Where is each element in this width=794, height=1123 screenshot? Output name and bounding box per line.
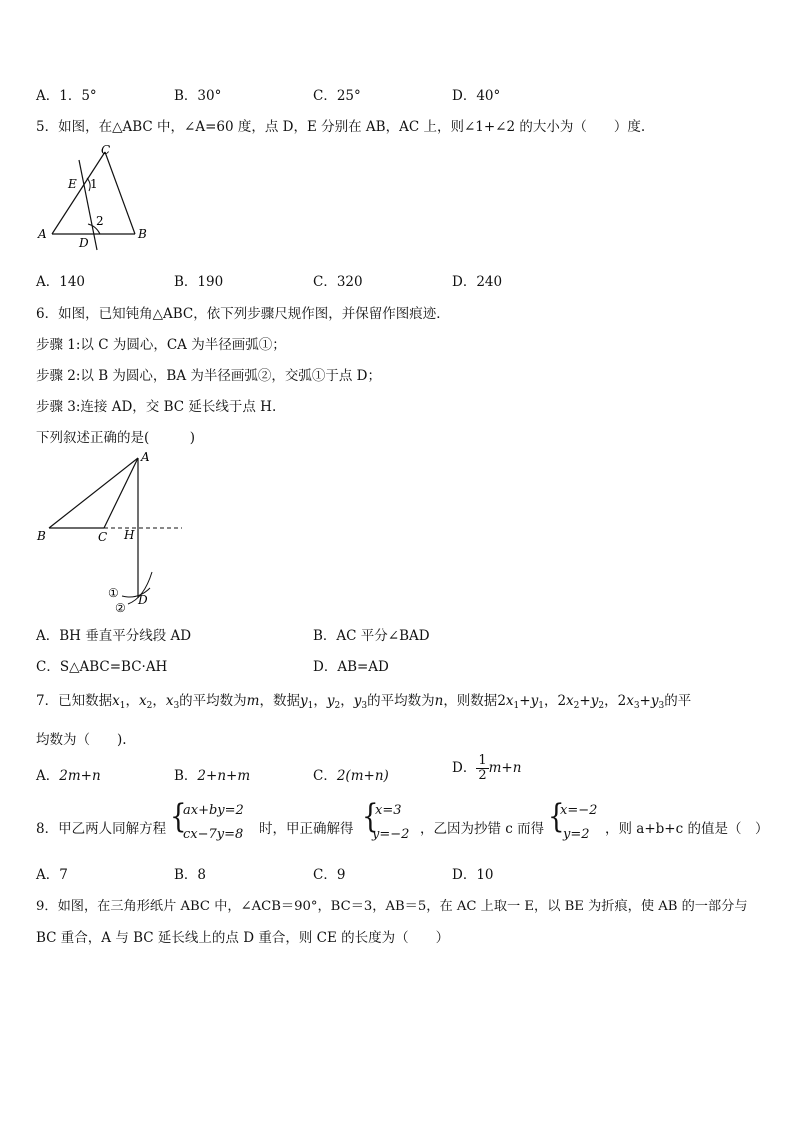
q4-option-b: B．30° xyxy=(174,88,222,104)
q6-option-a: A．BH 垂直平分线段 AD xyxy=(36,628,192,644)
q6-label-arc1: ① xyxy=(108,586,119,600)
q6-step-1: 步骤 1:以 C 为圆心，CA 为半径画弧①； xyxy=(36,337,286,353)
q6-step-2: 步骤 2:以 B 为圆心，BA 为半径画弧②，交弧①于点 D； xyxy=(36,368,382,384)
q5-option-c: C．320 xyxy=(313,274,363,290)
q8-brace-2: { xyxy=(362,798,379,836)
q6-option-c: C．S△ABC=BC·AH xyxy=(36,659,168,675)
q5-option-d: D．240 xyxy=(452,274,503,290)
q8-sol1-x: x=3 xyxy=(375,803,402,818)
q7-line-2: 均数为（ ). xyxy=(36,732,127,748)
q7-option-b: B．2+n+m xyxy=(174,768,251,784)
q9-line-1: 9．如图，在三角形纸片 ABC 中，∠ACB＝90°，BC＝3，AB＝5，在 AC 上取一 E，以 BE 为折痕，使 AB 的一部分与 xyxy=(36,899,748,914)
q7-option-d: D． $\frac{1}{2}$ m+n xyxy=(452,753,522,783)
q6-label-b: B xyxy=(37,529,46,543)
q8-brace-1: { xyxy=(170,798,187,836)
q8-mid: 时，甲正确解得 xyxy=(259,821,354,837)
q8-sol2-x: x=−2 xyxy=(560,803,598,818)
q9-line-2: BC 重合，A 与 BC 延长线上的点 D 重合，则 CE 的长度为（ ） xyxy=(36,930,450,946)
q5-stem: 5．如图，在△ABC 中，∠A=60 度，点 D，E 分别在 AB，AC 上，则∠1+∠2 的大小为（ ）度. xyxy=(36,119,646,135)
q6-label-a: A xyxy=(141,450,150,464)
q7-option-a: A．2m+n xyxy=(36,768,101,784)
q7-line-1: 7．已知数据$x_1$，$x_2$，$x_3$的平均数为m，数据$y_1$，$y_2$，$y_3$的平均数为n，则数据$2x_1+y_1$，$2x_2+y_2$，$2x_3+y_3$的平 xyxy=(36,693,692,711)
q8-option-d: D．10 xyxy=(452,867,494,883)
q6-option-d: D．AB=AD xyxy=(313,659,389,675)
q6-label-h: H xyxy=(124,528,135,542)
q4-option-d: D．40° xyxy=(452,88,501,104)
q8-eq2: cx−7y=8 xyxy=(183,827,244,842)
q4-option-c: C．25° xyxy=(313,88,361,104)
q8-sol2-y: y=2 xyxy=(563,827,590,842)
q8-prefix: 8．甲乙两人同解方程 xyxy=(36,821,167,837)
q6-figure xyxy=(34,448,194,618)
q8-sol1-y: y=−2 xyxy=(372,827,410,842)
q4-option-a: A．1．5° xyxy=(36,88,97,104)
q8-brace-3: { xyxy=(548,798,565,836)
q6-prompt: 下列叙述正确的是( ) xyxy=(36,430,196,446)
q6-label-d: D xyxy=(138,593,148,607)
q8-option-a: A．7 xyxy=(36,867,68,883)
q6-label-arc2: ② xyxy=(115,601,126,615)
q5-figure xyxy=(34,140,159,252)
q5-option-b: B．190 xyxy=(174,274,224,290)
q7-option-c: C．2(m+n) xyxy=(313,768,389,784)
q6-stem: 6．如图，已知钝角△ABC，依下列步骤尺规作图，并保留作图痕迹． xyxy=(36,306,450,322)
q5-label-d: D xyxy=(79,236,89,250)
q5-label-a: A xyxy=(38,227,47,241)
q5-label-1: 1 xyxy=(90,177,98,191)
q5-label-e: E xyxy=(68,177,77,191)
q5-label-b: B xyxy=(138,227,147,241)
q8-eq1: ax+by=2 xyxy=(183,803,244,818)
q8-mid2: ，乙因为抄错 c 而得 xyxy=(420,821,545,837)
q5-label-2: 2 xyxy=(96,214,104,228)
q8-tail: ，则 a+b+c 的值是（ ） xyxy=(605,821,769,837)
q5-option-a: A．140 xyxy=(36,274,86,290)
q5-label-c: C xyxy=(101,143,111,157)
q6-step-3: 步骤 3:连接 AD，交 BC 延长线于点 H. xyxy=(36,399,277,415)
q6-label-c: C xyxy=(98,530,108,544)
q8-option-b: B．8 xyxy=(174,867,207,883)
q8-option-c: C．9 xyxy=(313,867,346,883)
q6-option-b: B．AC 平分∠BAD xyxy=(313,628,430,644)
